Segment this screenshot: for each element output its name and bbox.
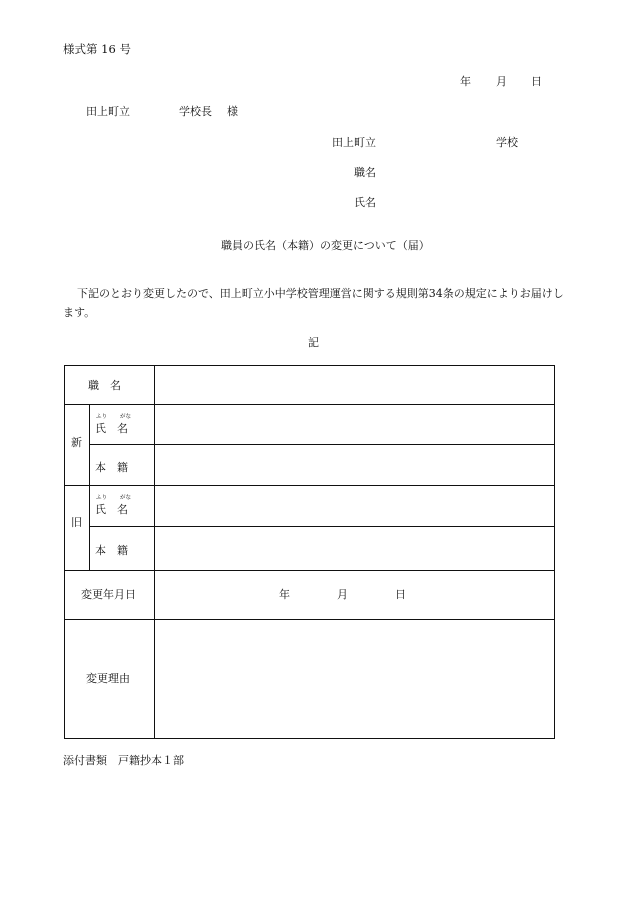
- document-title: 職員の氏名（本籍）の変更について（届）: [221, 239, 430, 252]
- addressee-town: 田上町立: [86, 105, 130, 118]
- body-text-line2: ます。: [63, 306, 96, 319]
- sender-town: 田上町立: [332, 136, 376, 149]
- header-date-month: 月: [496, 75, 507, 88]
- change-reason-label: 変更理由: [86, 672, 130, 685]
- header-date-year: 年: [460, 75, 471, 88]
- old-name-label: 氏 名: [95, 503, 128, 516]
- sender-name-label: 氏名: [354, 196, 376, 209]
- sender-school: 学校: [496, 136, 518, 149]
- change-date-label: 変更年月日: [81, 588, 136, 601]
- sender-position-label: 職名: [354, 166, 376, 179]
- row-divider: [65, 570, 554, 571]
- change-date-day: 日: [395, 588, 406, 601]
- old-name-furigana-mei: がな: [120, 495, 132, 501]
- old-group-label: 旧: [71, 516, 82, 529]
- new-name-furigana-shi: ふり: [96, 414, 108, 420]
- ki-heading: 記: [308, 336, 319, 349]
- addressee-honorific: 様: [227, 105, 238, 118]
- header-date-day: 日: [531, 75, 542, 88]
- notification-table: [64, 365, 555, 739]
- old-honseki-label: 本 籍: [95, 544, 128, 557]
- body-text-line1: 下記のとおり変更したので、田上町立小中学校管理運営に関する規則第34条の規定によりお届けし: [77, 287, 564, 300]
- row-divider: [65, 619, 554, 620]
- new-honseki-label: 本 籍: [95, 461, 128, 474]
- col-divider-main: [154, 366, 155, 738]
- row-divider: [65, 485, 554, 486]
- row-divider: [65, 404, 554, 405]
- new-name-label: 氏 名: [95, 422, 128, 435]
- change-date-month: 月: [337, 588, 348, 601]
- addressee-principal: 学校長: [179, 105, 212, 118]
- col-divider-group: [89, 404, 90, 570]
- attachment-note: 添付書類 戸籍抄本１部: [63, 754, 184, 767]
- form-number: 様式第 16 号: [63, 42, 131, 56]
- old-name-furigana-shi: ふり: [96, 495, 108, 501]
- row-divider: [89, 526, 554, 527]
- new-group-label: 新: [71, 436, 82, 449]
- change-date-year: 年: [279, 588, 290, 601]
- new-name-furigana-mei: がな: [120, 414, 132, 420]
- position-label: 職 名: [88, 379, 121, 392]
- row-divider: [89, 444, 554, 445]
